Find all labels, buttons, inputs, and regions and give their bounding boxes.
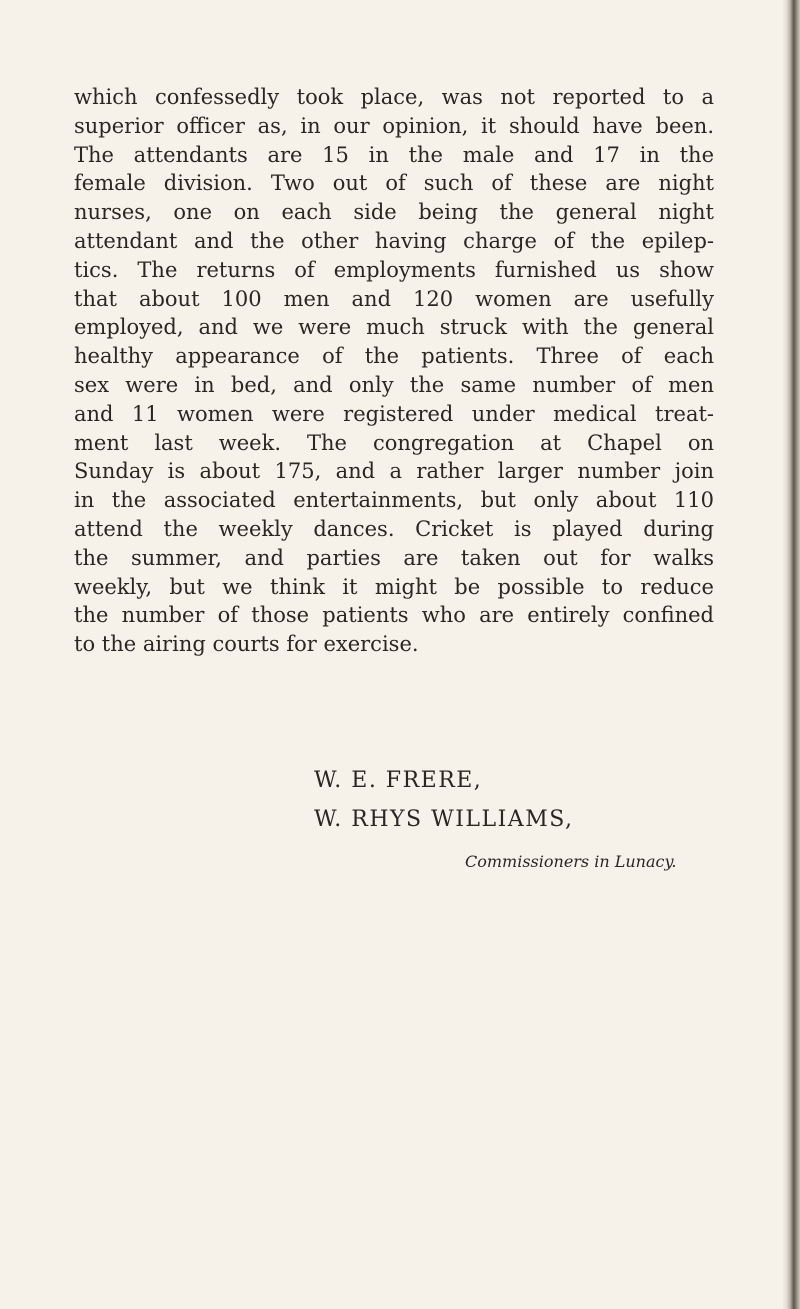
text-line: healthy appearance of the patients. Three of each bbox=[74, 344, 714, 369]
signatory-williams: W. RHYS WILLIAMS, bbox=[314, 807, 574, 832]
text-line: attend the weekly dances. Cricket is played during bbox=[74, 516, 714, 541]
text-line: superior officer as, in our opinion, it should have been. bbox=[74, 113, 714, 138]
text-line: female division. Two out of such of these are night bbox=[74, 171, 714, 196]
text-line: nurses, one on each side being the general night bbox=[74, 200, 714, 225]
text-line: and 11 women were registered under medical treat- bbox=[74, 401, 714, 426]
text-line: which confessedly took place, was not reported to a bbox=[74, 85, 714, 109]
signatory-frere: W. E. FRERE, bbox=[314, 768, 483, 793]
text-line: attendant and the other having charge of the epilep- bbox=[74, 228, 714, 253]
text-line: that about 100 men and 120 women are usefully bbox=[74, 286, 714, 311]
signatory-title: Commissioners in Lunacy. bbox=[465, 852, 677, 871]
text-line: employed, and we were much struck with the general bbox=[74, 315, 714, 340]
text-line: in the associated entertainments, but only about 110 bbox=[74, 488, 714, 513]
book-spine-edge bbox=[786, 0, 800, 1309]
text-line: to the airing courts for exercise. bbox=[74, 632, 419, 657]
text-line: weekly, but we think it might be possible to reduce bbox=[74, 574, 714, 599]
text-line: the number of those patients who are entirely confined bbox=[74, 603, 714, 628]
body-paragraph bbox=[74, 83, 714, 659]
text-line: Sunday is about 175, and a rather larger number join bbox=[74, 459, 714, 484]
text-line: The attendants are 15 in the male and 17 in the bbox=[74, 142, 714, 167]
text-line: sex were in bed, and only the same number of men bbox=[74, 372, 714, 397]
text-line: tics. The returns of employments furnished us show bbox=[74, 257, 714, 282]
text-line: ment last week. The congregation at Chapel on bbox=[74, 430, 714, 455]
text-line: the summer, and parties are taken out for walks bbox=[74, 545, 714, 570]
